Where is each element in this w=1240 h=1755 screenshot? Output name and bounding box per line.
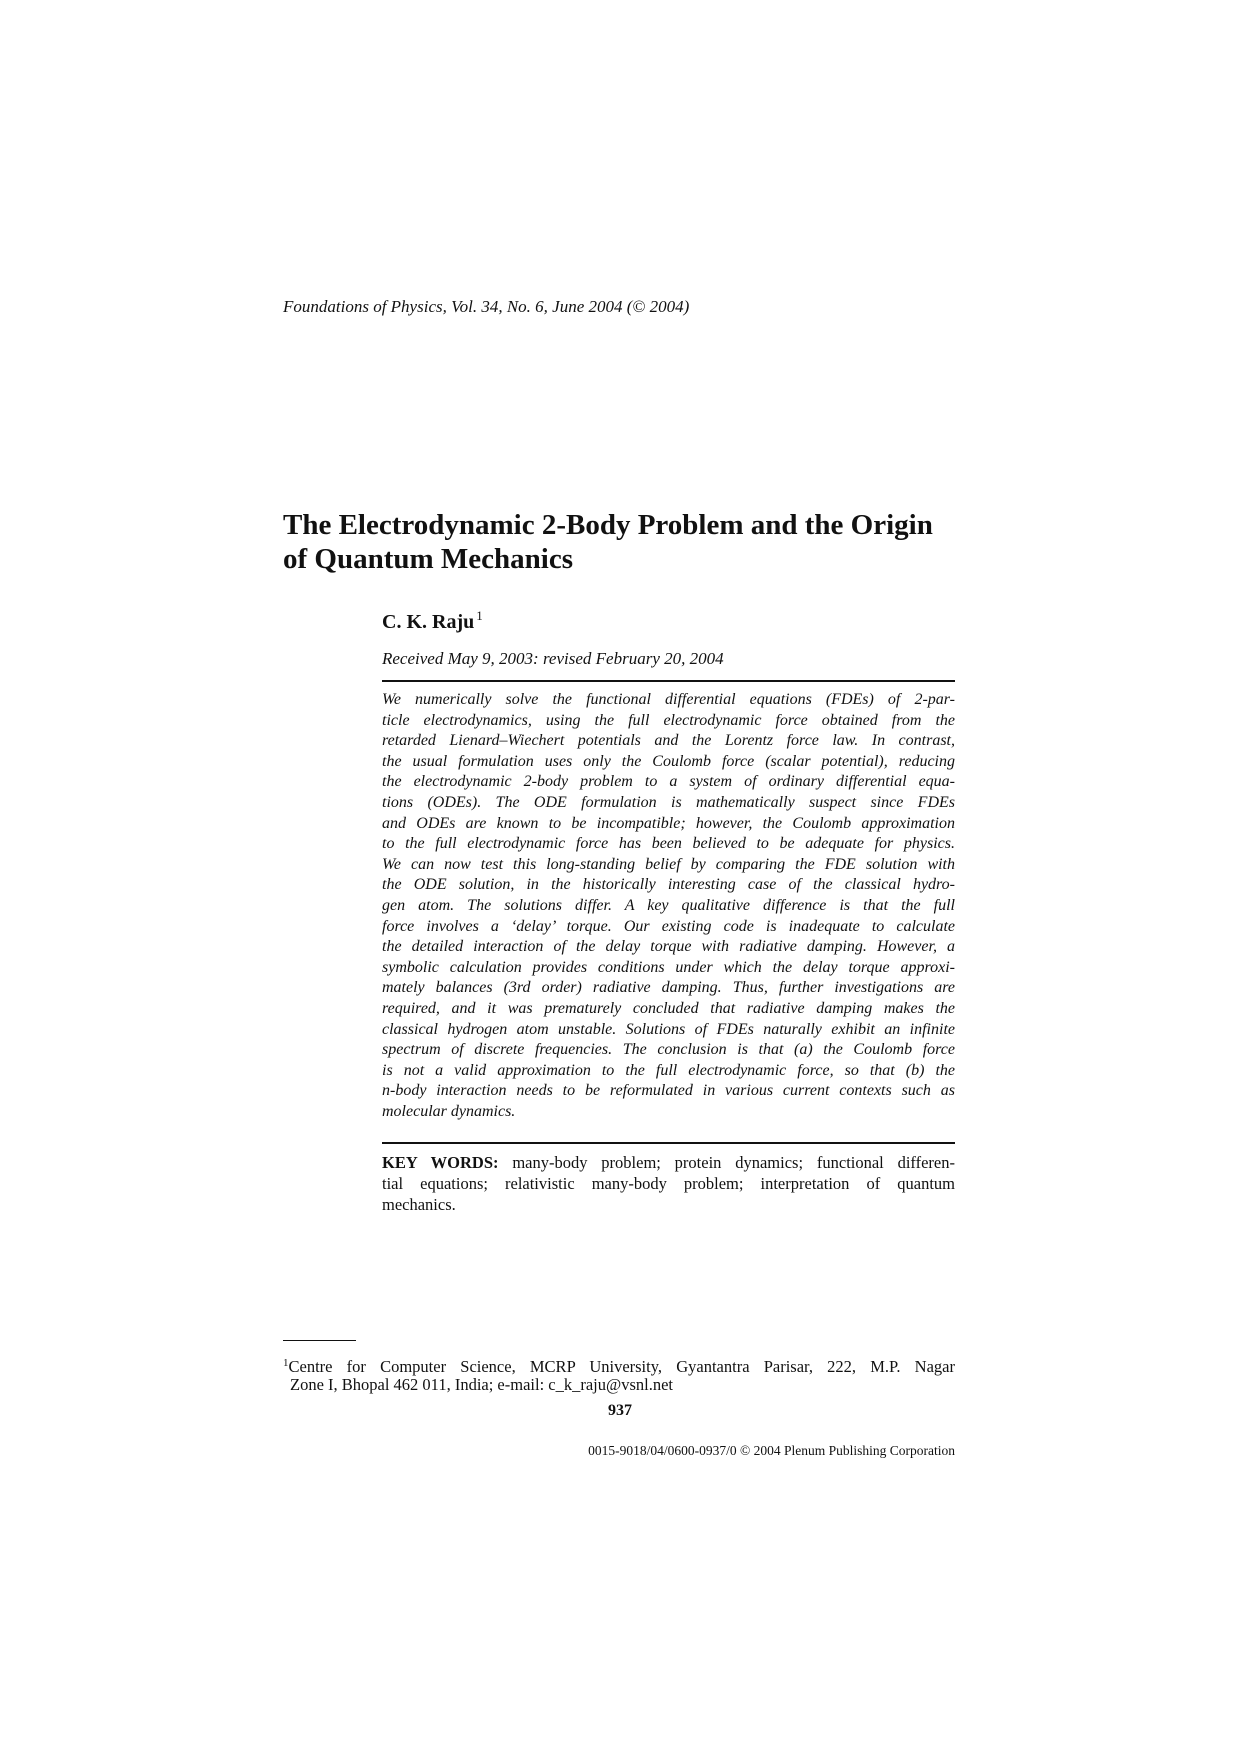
keywords-label: KEY WORDS: [382,1153,499,1172]
keywords [382,1152,955,1215]
page-number: 937 [608,1402,632,1419]
paper-title [283,508,983,576]
abstract-line: the ODE solution, in the historically interesting case of the classical hydro- [382,876,955,894]
received-date: Received May 9, 2003: revised February 20, 2004 [382,649,724,668]
journal-header: Foundations of Physics, Vol. 34, No. 6, June 2004 (© 2004) [283,297,690,316]
paper-title-line: The Electrodynamic 2-Body Problem and the Origin [283,509,933,541]
abstract [382,690,955,1122]
abstract-line: mately balances (3rd order) radiative damping. Thus, further investigations are [382,979,955,997]
abstract-line: is not a valid approximation to the full electrodynamic force, so that (b) the [382,1061,955,1079]
abstract-line: to the full electrodynamic force has been believed to be adequate for physics. [382,835,955,853]
abstract-top-rule [382,680,955,682]
abstract-line: ticle electrodynamics, using the full electrodynamic force obtained from the [382,711,955,729]
footnote-line[interactable]: Zone I, Bhopal 462 011, India; e-mail: c_k_raju@vsnl.net [290,1375,673,1394]
author-footnote-marker[interactable]: 1 [476,608,483,623]
keywords-text: many-body problem; protein dynamics; functional differen- [512,1153,955,1172]
footnote-line [283,1352,955,1374]
author-byline [382,608,483,634]
footnote-text: Centre for Computer Science, MCRP University, Gyantantra Parisar, 222, M.P. Nagar [288,1357,955,1376]
keywords-line: tial equations; relativistic many-body problem; interpretation of quantum [382,1174,955,1193]
abstract-line: gen atom. The solutions differ. A key qualitative difference is that the full [382,896,955,914]
abstract-line: retarded Lienard–Wiechert potentials and the Lorentz force law. In contrast, [382,732,955,750]
abstract-line: molecular dynamics. [382,1102,516,1120]
abstract-line: symbolic calculation provides conditions under which the delay torque approxi- [382,958,955,976]
author-name: C. K. Raju [382,611,475,633]
abstract-line: We can now test this long-standing belief by comparing the FDE solution with [382,855,955,873]
copyright-line: 0015-9018/04/0600-0937/0 © 2004 Plenum Publishing Corporation [588,1443,955,1458]
abstract-line: the detailed interaction of the delay torque with radiative damping. However, a [382,938,955,956]
abstract-line: spectrum of discrete frequencies. The conclusion is that (a) the Coulomb force [382,1041,955,1059]
abstract-bottom-rule [382,1142,955,1144]
paper-title-line: of Quantum Mechanics [283,543,573,575]
footnote [283,1352,955,1396]
footnote-marker: 1 [283,1357,289,1369]
abstract-line: the usual formulation uses only the Coulomb force (scalar potential), reducing [382,752,955,770]
abstract-line: required, and it was prematurely concluded that radiative damping makes the [382,999,955,1017]
abstract-line: classical hydrogen atom unstable. Solutions of FDEs naturally exhibit an infinite [382,1020,955,1038]
abstract-line: the electrodynamic 2-body problem to a system of ordinary differential equa- [382,773,955,791]
abstract-line: force involves a ‘delay’ torque. Our existing code is inadequate to calculate [382,917,955,935]
abstract-line: and ODEs are known to be incompatible; however, the Coulomb approximation [382,814,955,832]
abstract-line: We numerically solve the functional differential equations (FDEs) of 2-par- [382,691,955,708]
keywords-line [382,1152,955,1173]
abstract-line: tions (ODEs). The ODE formulation is mathematically suspect since FDEs [382,793,955,811]
abstract-line: n-body interaction needs to be reformulated in various current contexts such as [382,1082,955,1100]
keywords-line: mechanics. [382,1195,456,1214]
footnote-rule [283,1340,356,1341]
